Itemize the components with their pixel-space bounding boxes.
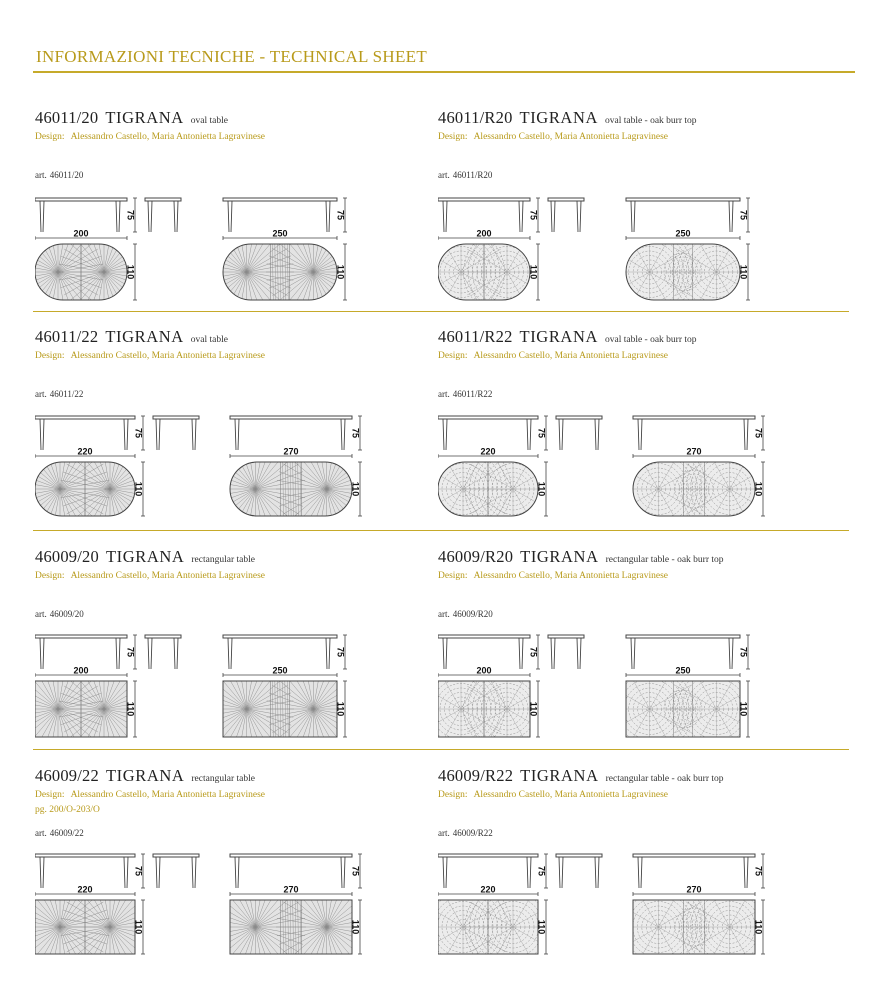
height-dimension: [529, 198, 540, 232]
design-label: Design:: [438, 132, 468, 142]
tabletop-edge: [145, 635, 181, 638]
width-dimension: [633, 446, 755, 458]
tabletop-edge: [438, 198, 530, 201]
design-label: Design:: [35, 351, 65, 361]
page-title: INFORMAZIONI TECNICHE - TECHNICAL SHEET: [36, 47, 428, 66]
dimension-label: 75: [738, 209, 749, 221]
table-leg: [156, 419, 160, 450]
table-side-view: [35, 854, 135, 888]
height-dimension: [739, 198, 750, 232]
tabletop-edge: [145, 198, 181, 201]
product-name: TIGRANA: [519, 327, 598, 346]
width-dimension: [438, 228, 530, 240]
dimension-label: 75: [753, 427, 764, 439]
table-leg: [577, 638, 581, 669]
table-leg: [559, 857, 563, 888]
table-leg: [631, 201, 635, 232]
technical-drawing: [438, 850, 778, 960]
table-leg: [40, 857, 44, 888]
product-code: 46011/R22: [438, 327, 513, 346]
product-card: [438, 547, 838, 581]
dimension-label: 250: [675, 228, 691, 239]
dimension-label: 75: [125, 209, 136, 221]
table-side-view: [223, 635, 337, 669]
table-side-view: [230, 416, 352, 450]
dimension-label: 75: [536, 427, 547, 439]
table-side-view: [626, 198, 740, 232]
product-name: TIGRANA: [519, 108, 598, 127]
table-leg: [519, 638, 523, 669]
table-leg: [235, 857, 239, 888]
dimension-label: 200: [476, 665, 492, 676]
product-card: [438, 327, 838, 361]
product-design: [438, 790, 838, 800]
product-type: oval table - oak burr top: [604, 335, 697, 345]
dimension-label: 110: [125, 701, 136, 717]
dimension-label: 110: [350, 919, 361, 935]
tabletop-edge: [438, 854, 538, 857]
tabletop-edge: [438, 416, 538, 419]
dimension-label: 110: [536, 481, 547, 497]
product-type: rectangular table: [191, 555, 255, 565]
designers: Alessandro Castello, Maria Antonietta Lagravinese: [70, 132, 265, 142]
product-card: [35, 327, 435, 361]
height-dimension: [537, 854, 548, 888]
table-leg: [729, 201, 733, 232]
product-type: oval table: [190, 335, 228, 345]
art-code: 46011/22: [49, 389, 84, 399]
dimension-label: 220: [480, 446, 496, 457]
dimension-label: 220: [77, 884, 93, 895]
table-leg: [174, 201, 178, 232]
height-dimension: [126, 198, 137, 232]
dimension-label: 110: [753, 481, 764, 497]
width-dimension: [35, 446, 135, 458]
article-label: [438, 609, 493, 619]
table-leg: [729, 638, 733, 669]
tabletop-edge: [230, 416, 352, 419]
table-leg: [519, 201, 523, 232]
tabletop-edge: [223, 635, 337, 638]
width-dimension: [223, 228, 337, 240]
table-side-view: [35, 635, 127, 669]
designers: Alessandro Castello, Maria Antonietta Lagravinese: [473, 790, 668, 800]
product-card: [438, 108, 838, 142]
table-leg: [228, 638, 232, 669]
art-code: 46009/R20: [452, 609, 493, 619]
art-code: 46009/R22: [452, 828, 493, 838]
height-dimension: [537, 462, 548, 516]
height-dimension: [336, 635, 347, 669]
tabletop-pattern: [35, 877, 160, 960]
table-leg: [551, 638, 555, 669]
table-side-view: [633, 854, 755, 888]
width-dimension: [626, 228, 740, 240]
dimension-label: 75: [125, 646, 136, 658]
tabletop-edge: [153, 416, 199, 419]
table-leg: [174, 638, 178, 669]
row-divider: [33, 530, 849, 531]
product-code: 46009/22: [35, 766, 99, 785]
tabletop-edge: [35, 198, 127, 201]
product-code: 46011/20: [35, 108, 99, 127]
art-label: art.: [438, 609, 450, 619]
tabletop-edge: [223, 198, 337, 201]
product-card: [35, 547, 435, 581]
height-dimension: [351, 854, 362, 888]
product-type: oval table: [190, 116, 228, 126]
dimension-label: 110: [133, 919, 144, 935]
designers: Alessandro Castello, Maria Antonietta Lagravinese: [473, 132, 668, 142]
technical-drawing: [35, 194, 365, 304]
dimension-label: 110: [528, 701, 539, 717]
technical-drawing: [438, 194, 768, 304]
table-leg: [326, 638, 330, 669]
height-dimension: [134, 416, 145, 450]
design-label: Design:: [438, 790, 468, 800]
table-end-view: [548, 198, 584, 232]
dimension-label: 200: [73, 665, 89, 676]
table-leg: [40, 419, 44, 450]
table-leg: [595, 419, 599, 450]
product-code: 46009/R20: [438, 547, 514, 566]
design-label: Design:: [35, 132, 65, 142]
height-dimension: [739, 244, 750, 300]
table-leg: [559, 419, 563, 450]
product-code: 46011/22: [35, 327, 99, 346]
table-leg: [341, 857, 345, 888]
dimension-label: 110: [335, 701, 346, 717]
product-name: TIGRANA: [520, 547, 599, 566]
dimension-label: 75: [335, 646, 346, 658]
art-label: art.: [438, 389, 450, 399]
dimension-label: 110: [536, 919, 547, 935]
art-label: art.: [35, 609, 47, 619]
product-design: [35, 571, 435, 581]
dimension-label: 75: [350, 865, 361, 877]
height-dimension: [351, 462, 362, 516]
tabletop-edge: [633, 854, 755, 857]
product-type: oval table - oak burr top: [604, 116, 697, 126]
table-end-view: [145, 635, 181, 669]
dimension-label: 250: [272, 228, 288, 239]
product-name: TIGRANA: [520, 766, 599, 785]
tabletop-edge: [556, 854, 602, 857]
dimension-label: 75: [133, 427, 144, 439]
dimension-label: 110: [350, 481, 361, 497]
tabletop-edge: [230, 854, 352, 857]
dimension-label: 110: [125, 264, 136, 280]
dimension-label: 270: [283, 884, 299, 895]
tabletop-edge: [35, 416, 135, 419]
table-leg: [228, 201, 232, 232]
tabletop-edge: [626, 635, 740, 638]
tabletop-edge: [633, 416, 755, 419]
dimension-label: 75: [753, 865, 764, 877]
table-side-view: [438, 635, 530, 669]
dimension-label: 75: [536, 865, 547, 877]
table-top-view: [35, 877, 160, 960]
dimension-label: 75: [738, 646, 749, 658]
dimension-label: 110: [738, 701, 749, 717]
tabletop-edge: [35, 635, 127, 638]
tabletop-edge: [438, 635, 530, 638]
table-top-view: [438, 439, 563, 522]
article-label: [35, 609, 84, 619]
height-dimension: [739, 635, 750, 669]
dimension-label: 220: [480, 884, 496, 895]
table-leg: [631, 638, 635, 669]
height-dimension: [134, 462, 145, 516]
tabletop-pattern: [438, 877, 563, 960]
technical-drawing: [35, 631, 365, 741]
designers: Alessandro Castello, Maria Antonietta Lagravinese: [70, 351, 265, 361]
product-design: [35, 132, 435, 142]
table-leg: [192, 419, 196, 450]
art-code: 46011/R22: [452, 389, 493, 399]
art-code: 46011/R20: [452, 170, 493, 180]
height-dimension: [336, 244, 347, 300]
product-name: TIGRANA: [105, 547, 185, 566]
product-name: TIGRANA: [105, 327, 184, 346]
product-design: [438, 132, 838, 142]
art-label: art.: [438, 170, 450, 180]
table-side-view: [438, 854, 538, 888]
design-label: Design:: [35, 571, 65, 581]
dimension-label: 220: [77, 446, 93, 457]
height-dimension: [537, 416, 548, 450]
tabletop-edge: [548, 635, 584, 638]
designers: Alessandro Castello, Maria Antonietta Lagravinese: [70, 571, 265, 581]
table-leg: [124, 857, 128, 888]
table-leg: [124, 419, 128, 450]
article-label: [35, 170, 83, 180]
height-dimension: [134, 854, 145, 888]
dimension-label: 110: [753, 919, 764, 935]
technical-drawing: [35, 850, 375, 960]
dimension-label: 110: [133, 481, 144, 497]
width-dimension: [438, 665, 530, 677]
dimension-label: 250: [675, 665, 691, 676]
design-label: Design:: [438, 351, 468, 361]
table-top-view: [438, 877, 563, 960]
table-end-view: [145, 198, 181, 232]
table-leg: [148, 638, 152, 669]
table-end-view: [153, 854, 199, 888]
table-end-view: [556, 854, 602, 888]
dimension-label: 200: [73, 228, 89, 239]
table-end-view: [548, 635, 584, 669]
technical-drawing: [35, 412, 375, 522]
table-leg: [443, 857, 447, 888]
dimension-label: 270: [686, 446, 702, 457]
tabletop-edge: [548, 198, 584, 201]
height-dimension: [126, 244, 137, 300]
table-leg: [192, 857, 196, 888]
width-dimension: [35, 665, 127, 677]
table-end-view: [556, 416, 602, 450]
art-code: 46009/22: [49, 828, 84, 838]
table-leg: [156, 857, 160, 888]
height-dimension: [351, 416, 362, 450]
height-dimension: [529, 244, 540, 300]
table-leg: [443, 419, 447, 450]
table-side-view: [223, 198, 337, 232]
dimension-label: 75: [528, 646, 539, 658]
table-leg: [116, 201, 120, 232]
product-design: [438, 571, 838, 581]
art-label: art.: [35, 389, 47, 399]
height-dimension: [754, 462, 765, 516]
article-label: [438, 389, 492, 399]
product-card: [438, 766, 838, 800]
article-label: [35, 828, 84, 838]
dimension-label: 250: [272, 665, 288, 676]
product-card: [35, 766, 435, 815]
dimension-label: 75: [350, 427, 361, 439]
article-label: [35, 389, 83, 399]
width-dimension: [633, 884, 755, 896]
table-side-view: [626, 635, 740, 669]
table-leg: [40, 201, 44, 232]
table-leg: [744, 419, 748, 450]
table-leg: [341, 419, 345, 450]
product-card: [35, 108, 435, 142]
dimension-label: 75: [335, 209, 346, 221]
table-leg: [116, 638, 120, 669]
dimension-label: 75: [133, 865, 144, 877]
width-dimension: [438, 446, 538, 458]
design-label: Design:: [35, 790, 65, 800]
art-label: art.: [35, 170, 47, 180]
table-leg: [744, 857, 748, 888]
designers: Alessandro Castello, Maria Antonietta Lagravinese: [70, 790, 265, 800]
width-dimension: [35, 228, 127, 240]
tabletop-pattern: [438, 439, 563, 522]
product-code: 46009/20: [35, 547, 99, 566]
table-leg: [148, 201, 152, 232]
table-side-view: [438, 416, 538, 450]
article-label: [438, 828, 493, 838]
header-divider: [33, 71, 855, 73]
table-leg: [551, 201, 555, 232]
tabletop-pattern: [35, 439, 160, 522]
design-label: Design:: [438, 571, 468, 581]
height-dimension: [336, 198, 347, 232]
height-dimension: [126, 635, 137, 669]
table-leg: [638, 419, 642, 450]
tabletop-edge: [35, 854, 135, 857]
table-leg: [577, 201, 581, 232]
table-leg: [638, 857, 642, 888]
product-pages: pg. 200/O-203/O: [35, 805, 100, 815]
dimension-label: 110: [335, 264, 346, 280]
table-side-view: [35, 198, 127, 232]
table-leg: [527, 857, 531, 888]
technical-drawing: [438, 631, 768, 741]
width-dimension: [626, 665, 740, 677]
row-divider: [33, 749, 849, 750]
width-dimension: [35, 884, 135, 896]
tabletop-edge: [626, 198, 740, 201]
table-end-view: [153, 416, 199, 450]
product-design: [35, 790, 435, 800]
product-type: rectangular table: [191, 774, 255, 784]
tabletop-edge: [556, 416, 602, 419]
art-code: 46009/20: [49, 609, 84, 619]
row-divider: [33, 311, 849, 312]
product-name: TIGRANA: [105, 108, 184, 127]
table-leg: [40, 638, 44, 669]
width-dimension: [230, 446, 352, 458]
dimension-label: 110: [528, 264, 539, 280]
table-leg: [527, 419, 531, 450]
product-code: 46009/R22: [438, 766, 514, 785]
table-leg: [326, 201, 330, 232]
dimension-label: 200: [476, 228, 492, 239]
table-side-view: [438, 198, 530, 232]
height-dimension: [529, 635, 540, 669]
technical-drawing: [438, 412, 778, 522]
art-label: art.: [438, 828, 450, 838]
product-type: rectangular table - oak burr top: [605, 555, 724, 565]
designers: Alessandro Castello, Maria Antonietta Lagravinese: [473, 351, 668, 361]
dimension-label: 270: [283, 446, 299, 457]
width-dimension: [438, 884, 538, 896]
table-top-view: [35, 439, 160, 522]
width-dimension: [223, 665, 337, 677]
table-leg: [443, 638, 447, 669]
product-type: rectangular table - oak burr top: [605, 774, 724, 784]
width-dimension: [230, 884, 352, 896]
height-dimension: [754, 854, 765, 888]
table-side-view: [230, 854, 352, 888]
dimension-label: 75: [528, 209, 539, 221]
table-side-view: [633, 416, 755, 450]
designers: Alessandro Castello, Maria Antonietta Lagravinese: [473, 571, 668, 581]
art-code: 46011/20: [49, 170, 84, 180]
table-leg: [235, 419, 239, 450]
article-label: [438, 170, 492, 180]
product-name: TIGRANA: [105, 766, 185, 785]
tabletop-edge: [153, 854, 199, 857]
table-side-view: [35, 416, 135, 450]
art-label: art.: [35, 828, 47, 838]
product-code: 46011/R20: [438, 108, 513, 127]
table-leg: [443, 201, 447, 232]
product-design: [438, 351, 838, 361]
height-dimension: [754, 416, 765, 450]
table-leg: [595, 857, 599, 888]
product-design: [35, 351, 435, 361]
dimension-label: 110: [738, 264, 749, 280]
dimension-label: 270: [686, 884, 702, 895]
